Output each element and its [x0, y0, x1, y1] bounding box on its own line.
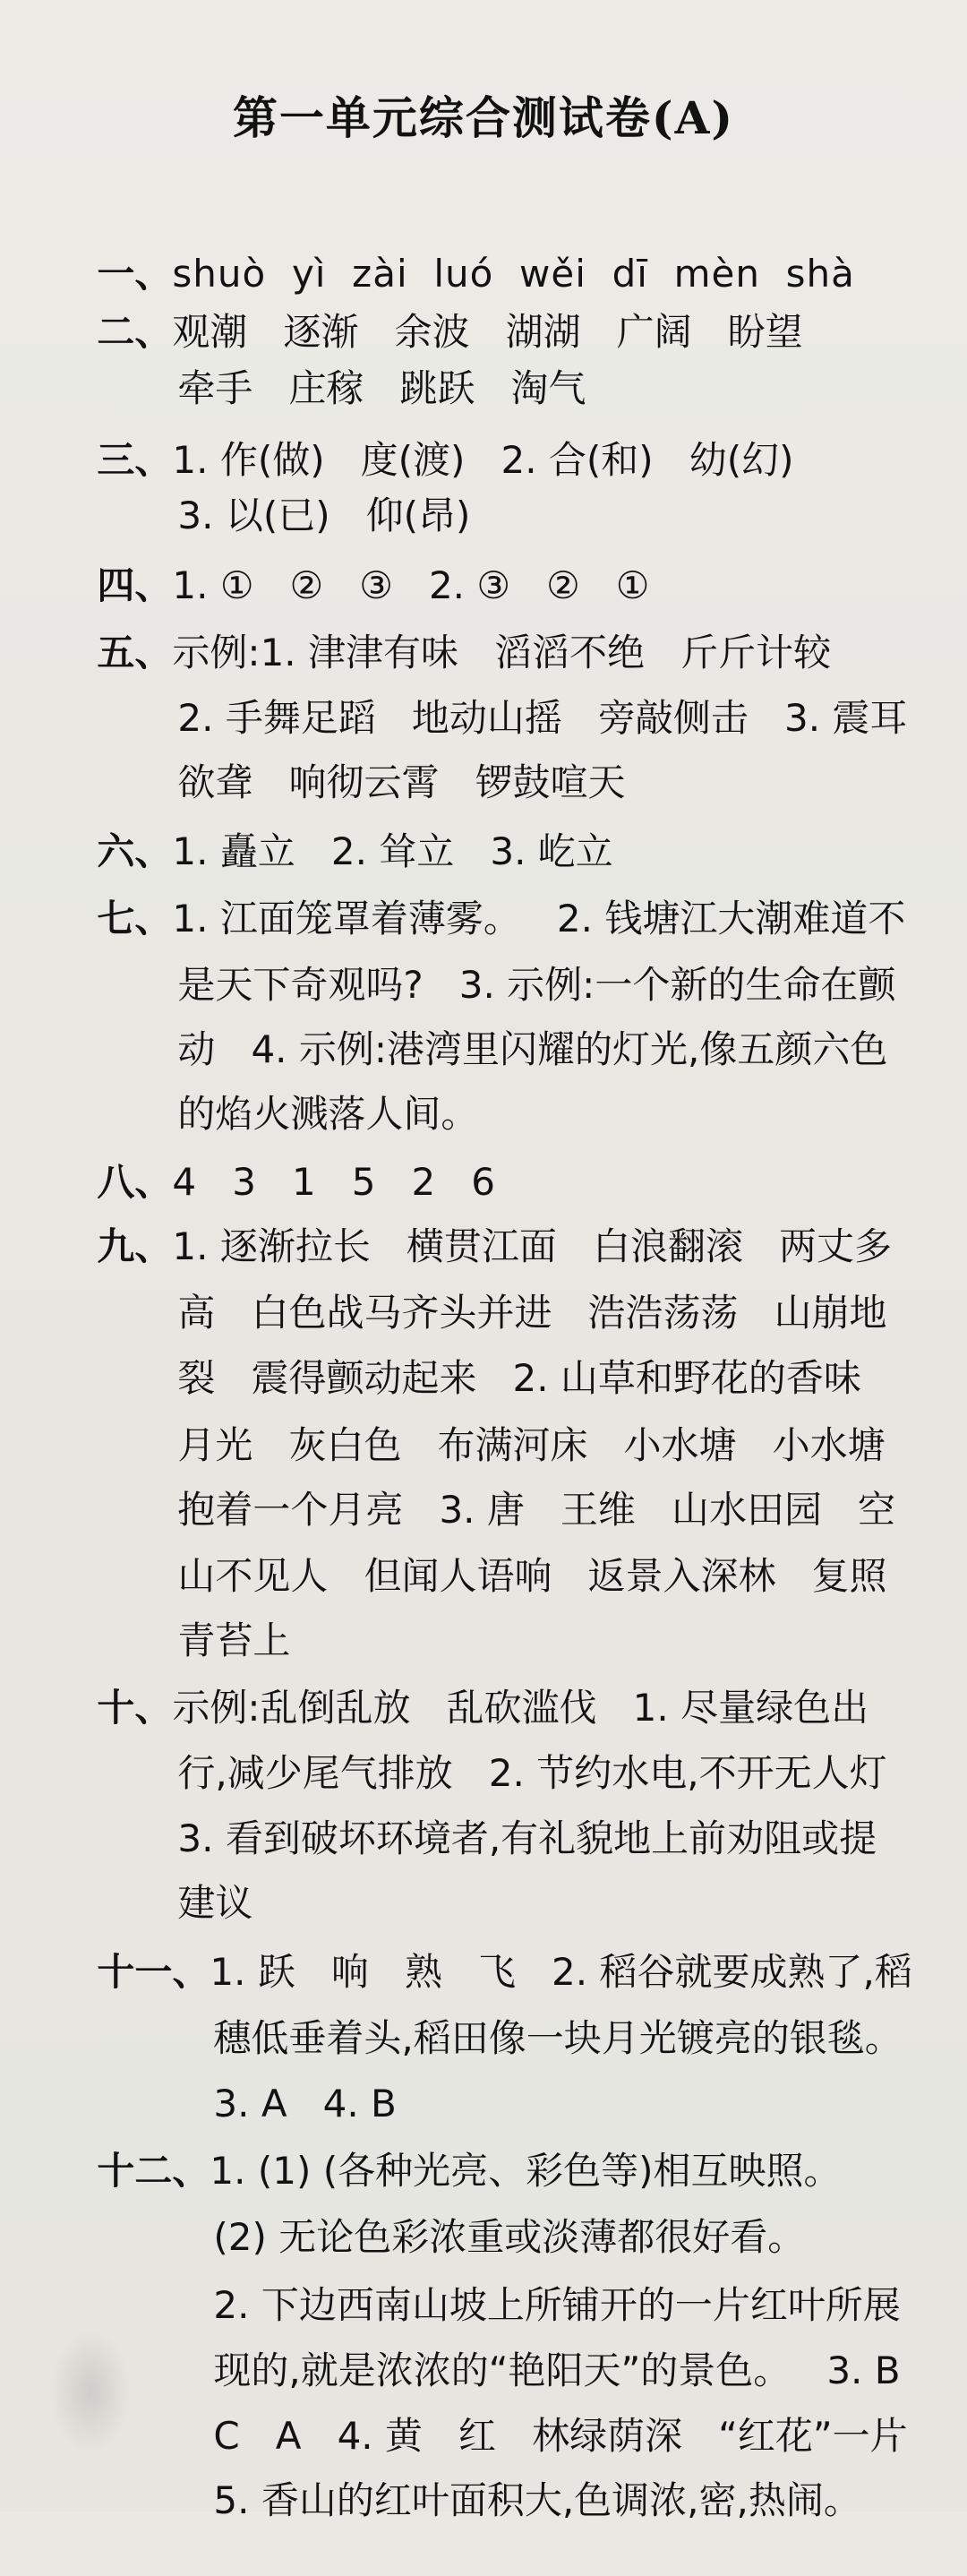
- answer-text: 2. 下边西南山坡上所铺开的一片红叶所展: [213, 2283, 901, 2327]
- answer-text: 3. 以(已) 仰(昂): [177, 494, 471, 537]
- question-number: 九、: [97, 1224, 173, 1268]
- answer-text: 2. 手舞足蹈 地动山摇 旁敲侧击 3. 震耳: [177, 696, 908, 740]
- question-number: 四、: [97, 563, 173, 607]
- answer-text: 青苔上: [177, 1619, 291, 1662]
- answer-text: (2) 无论色彩浓重或淡薄都很好看。: [213, 2215, 806, 2259]
- answer-text: 1. ① ② ③ 2. ③ ② ①: [172, 563, 650, 607]
- answer-text: 高 白色战马齐头并进 浩浩荡荡 山崩地: [177, 1291, 887, 1335]
- answer-text: 1. 逐渐拉长 横贯江面 白浪翻滚 两丈多: [172, 1224, 893, 1268]
- answer-text: 1. 跃 响 熟 飞 2. 稻谷就要成熟了,稻: [210, 1950, 912, 1994]
- answer-text: 的焰火溅落人间。: [177, 1092, 479, 1136]
- answer-text: 是天下奇观吗? 3. 示例:一个新的生命在颤: [177, 963, 896, 1007]
- answer-text: 4 3 1 5 2 6: [172, 1160, 496, 1204]
- question-number: 三、: [97, 438, 173, 482]
- answer-text: shuò yì zài luó wěi dī mèn shà: [172, 252, 855, 296]
- answer-text: 山不见人 但闻人语响 返景入深林 复照: [177, 1554, 887, 1598]
- answer-text: 1. (1) (各种光亮、彩色等)相互映照。: [210, 2149, 842, 2193]
- paper-smudge: [50, 2329, 131, 2454]
- answer-text: 1. 作(做) 度(渡) 2. 合(和) 幼(幻): [172, 438, 794, 482]
- question-number: 六、: [97, 829, 173, 873]
- question-number: 十一、: [97, 1950, 210, 1994]
- answer-text: 牵手 庄稼 跳跃 淘气: [177, 366, 586, 410]
- answer-text: 月光 灰白色 布满河床 小水塘 小水塘: [177, 1423, 886, 1467]
- answer-text: 3. 看到破坏环境者,有礼貌地上前劝阻或提: [177, 1816, 877, 1860]
- answer-text: 抱着一个月亮 3. 唐 王维 山水田园 空: [177, 1488, 896, 1532]
- question-number: 二、: [97, 310, 173, 354]
- answer-text: 3. A 4. B: [213, 2082, 397, 2125]
- answer-text: 动 4. 示例:港湾里闪耀的灯光,像五颜六色: [177, 1027, 888, 1071]
- answer-text: 行,减少尾气排放 2. 节约水电,不开无人灯: [177, 1751, 887, 1795]
- answer-text: 1. 矗立 2. 耸立 3. 屹立: [172, 829, 613, 873]
- question-number: 一、: [97, 252, 173, 296]
- answer-text: 建议: [177, 1881, 253, 1925]
- page-title: 第一单元综合测试卷(A): [232, 91, 735, 144]
- question-number: 十二、: [97, 2149, 210, 2193]
- answer-text: 穗低垂着头,稻田像一块月光镀亮的银毯。: [213, 2016, 903, 2060]
- answer-text: 示例:乱倒乱放 乱砍滥伐 1. 尽量绿色出: [172, 1686, 869, 1730]
- question-number: 五、: [97, 631, 173, 674]
- answer-text: 裂 震得颤动起来 2. 山草和野花的香味: [177, 1356, 861, 1400]
- question-number: 八、: [97, 1160, 173, 1204]
- question-number: 七、: [97, 897, 173, 940]
- answer-text: 现的,就是浓浓的“艳阳天”的景色。 3. B: [213, 2348, 901, 2392]
- answer-text: 5. 香山的红叶面积大,色调浓,密,热闹。: [213, 2478, 861, 2522]
- answer-line-35: [166, 2426, 861, 2576]
- answer-text: C A 4. 黄 红 林绿荫深 “红花”一片: [213, 2414, 908, 2458]
- answer-text: 观潮 逐渐 余波 湖湖 广阔 盼望: [172, 310, 803, 354]
- answer-text: 欲聋 响彻云霄 锣鼓喧天: [177, 760, 626, 804]
- question-number: 十、: [97, 1686, 173, 1730]
- answer-text: 1. 江面笼罩着薄雾。 2. 钱塘江大潮难道不: [172, 897, 906, 940]
- answer-text: 示例:1. 津津有味 滔滔不绝 斤斤计较: [172, 631, 832, 674]
